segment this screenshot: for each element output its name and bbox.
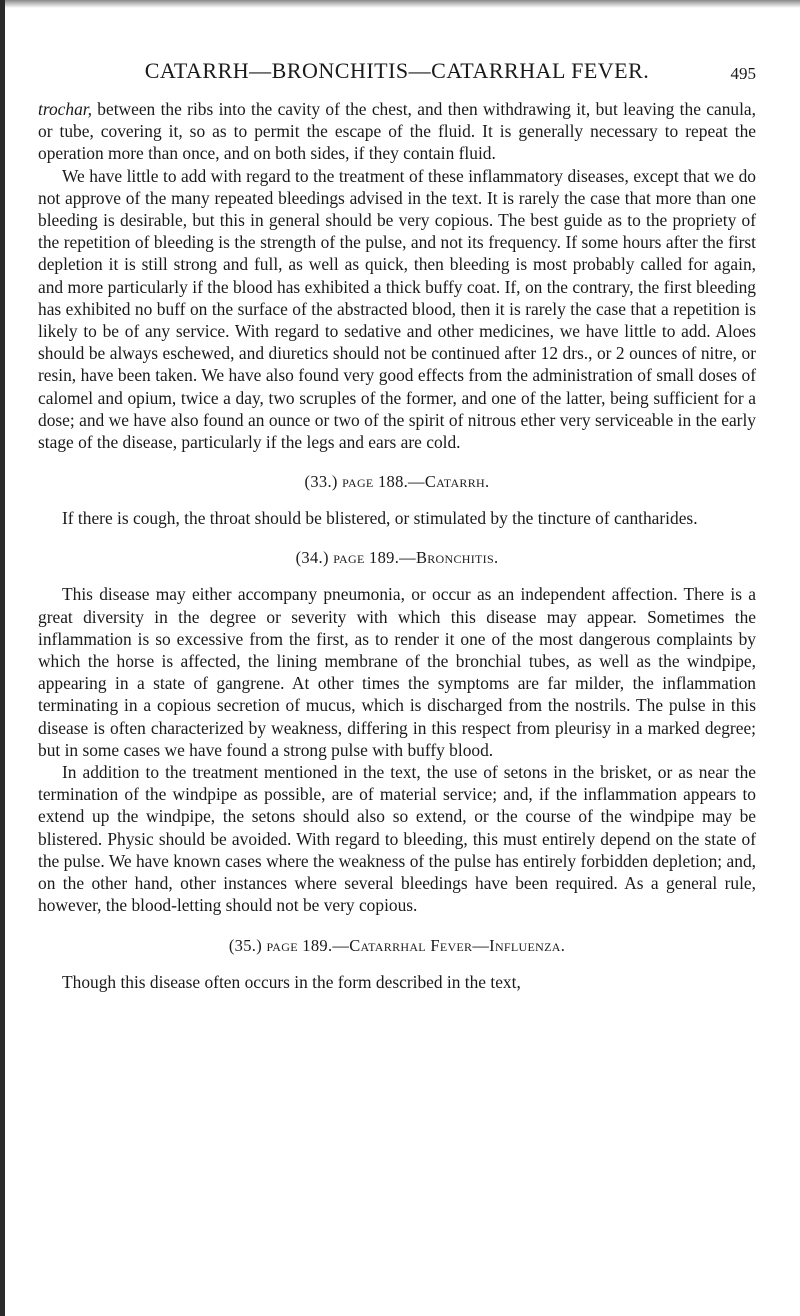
paragraph-catarrh: If there is cough, the throat should be blistered, or stimulated by the tincture of cantharides. bbox=[62, 508, 698, 529]
section-title: Catarrh. bbox=[424, 472, 490, 492]
section-dash: — bbox=[408, 472, 425, 492]
paragraph-trochar bbox=[38, 98, 756, 165]
section-page-ref: page 188. bbox=[342, 472, 409, 492]
section-heading-catarrh bbox=[38, 471, 756, 493]
section-number: (33.) bbox=[304, 472, 338, 492]
section-dash: — bbox=[399, 548, 416, 568]
page-top-shadow bbox=[0, 0, 800, 8]
section-heading-catarrhal-fever bbox=[38, 935, 756, 957]
section-page-ref: page 189. bbox=[333, 548, 400, 568]
section-heading-bronchitis bbox=[38, 547, 756, 569]
paragraph-trochar-text: between the ribs into the cavity of the chest, and then withdrawing it, but leaving the canula, or tube, covering it, so as to permit the escape of the fluid. It is generally necessary to repeat the operation more than once, and on both sides, if they contain fluid. bbox=[38, 99, 756, 164]
section-number: (34.) bbox=[295, 548, 329, 568]
page-number: 495 bbox=[730, 64, 756, 83]
running-title: CATARRH—BRONCHITIS—CATARRHAL FEVER. bbox=[144, 58, 650, 83]
paragraph-trochar-term: trochar, bbox=[38, 99, 92, 119]
running-head bbox=[38, 58, 756, 98]
section-page-ref: page 189. bbox=[266, 935, 333, 955]
paragraph-catarrhal-fever: Though this disease often occurs in the form described in the text, bbox=[62, 971, 521, 992]
section-dash: — bbox=[332, 935, 350, 955]
paragraph-bronchitis-description: This disease may either accompany pneumonia, or occur as an independent affection. There is a great diversity in the degree or severity with which this disease may appear. Sometimes the inflammation is so excessive from the first, as to render it one of the most dangerous complaints by which the horse is affected, the lining membrane of the bronchial tubes, as well as the windpipe, appearing in a state of gangrene. At other times the symptoms are far milder, the inflammation terminating in a copious secretion of mucus, which is discharged from the nostrils. The pulse in this disease is often characterized by weakness, differing in this respect from pleurisy in a marked degree; but in some cases we have found a strong pulse with buffy blood. bbox=[38, 584, 756, 760]
book-page bbox=[38, 58, 756, 993]
section-title: Catarrhal Fever—Influenza. bbox=[349, 935, 566, 955]
paragraph-bleeding-treatment: We have little to add with regard to the treatment of these inflammatory diseases, except that we do not approve of the many repeated bleedings advised in the text. It is rarely the case that more than one bleeding is desirable, but this in general should be very copious. The best guide as to the propriety of the repetition of bleeding is the strength of the pulse, and not its frequency. If some hours after the first depletion it is still strong and full, as well as quick, then bleeding is most probably called for again, and more particularly if the blood has exhibited a thick buffy coat. If, on the contrary, the first bleeding has exhibited no buff on the surface of the abstracted blood, then it is rarely the case that a repetition is likely to be of any service. With regard to sedative and other medicines, we have little to add. Aloes should be always eschewed, and diuretics should not be continued after 12 drs., or 2 ounces of nitre, or resin, have been taken. We have also found very good effects from the administration of small doses of calomel and opium, twice a day, two scruples of the former, and one of the latter, being sufficient for a dose; and we have also found an ounce or two of the spirit of nitrous ether very serviceable in the early stage of the disease, particularly if the legs and ears are cold. bbox=[38, 165, 756, 453]
paragraph-bronchitis-treatment: In addition to the treatment mentioned in the text, the use of setons in the brisket, or as near the termination of the windpipe as possible, are of material service; and, if the inflammation appears to extend up the windpipe, the setons should also so extend, or the course of the windpipe may be blistered. Physic should be avoided. With regard to bleeding, this must entirely depend on the state of the pulse. We have known cases where the weakness of the pulse has entirely forbidden depletion; and, on the other hand, other instances where several bleedings have been required. As a general rule, however, the blood-letting should not be very copious. bbox=[38, 762, 756, 916]
section-number: (35.) bbox=[228, 935, 262, 955]
page-binding-edge bbox=[0, 0, 5, 1316]
section-title: Bronchitis. bbox=[415, 548, 499, 568]
